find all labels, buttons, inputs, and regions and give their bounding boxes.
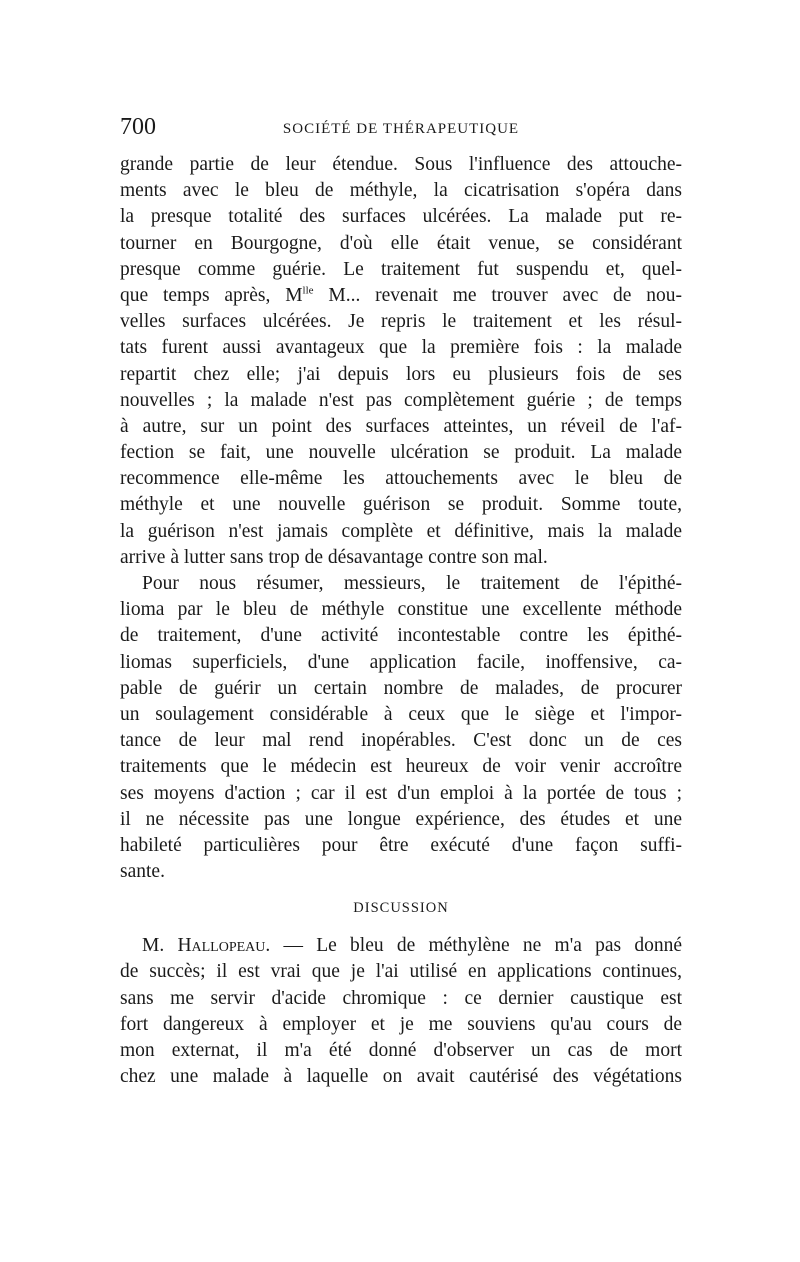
text-line: tance de leur mal rend inopérables. C'est donc un de ces xyxy=(120,730,682,752)
text-line: méthyle et une nouvelle guérison se produit. Somme toute, xyxy=(120,494,682,516)
text-line: sans me servir d'acide chromique : ce dernier caustique est xyxy=(120,987,682,1009)
text-line: nouvelles ; la malade n'est pas complètement guérie ; de temps xyxy=(120,389,682,411)
text-line: fort dangereux à employer et je me souviens qu'au cours de xyxy=(120,1013,682,1035)
text-fragment: M... revenait me trouver avec de nou- xyxy=(313,284,682,306)
text-line: pable de guérir un certain nombre de malades, de procurer xyxy=(120,677,682,699)
text-line: de traitement, d'une activité incontestable contre les épithé- xyxy=(120,625,682,647)
text-line: repartit chez elle; j'ai depuis lors eu plusieurs fois de ses xyxy=(120,363,682,385)
text-line: un soulagement considérable à ceux que le siège et l'impor- xyxy=(120,703,682,725)
text-line: ses moyens d'action ; car il est d'un emploi à la portée de tous ; xyxy=(120,782,682,804)
text-line: presque comme guérie. Le traitement fut suspendu et, quel- xyxy=(120,258,682,280)
text-line: fection se fait, une nouvelle ulcération se produit. La malade xyxy=(120,442,682,464)
text-line: ments avec le bleu de méthyle, la cicatrisation s'opéra dans xyxy=(120,180,682,202)
text-line: traitements que le médecin est heureux de voir venir accroître xyxy=(120,756,682,778)
text-line: à autre, sur un point des surfaces atteintes, un réveil de l'af- xyxy=(120,415,682,437)
text-line xyxy=(120,283,682,309)
text-line: de succès; il est vrai que je l'ai utilisé en applications continues, xyxy=(120,961,682,983)
text-line: grande partie de leur étendue. Sous l'influence des attouche- xyxy=(120,154,682,175)
text-line: habileté particulières pour être exécuté d'une façon suffi- xyxy=(120,834,682,856)
text-line: la guérison n'est jamais complète et définitive, mais la malade xyxy=(120,520,682,542)
paragraph-continuation xyxy=(120,152,682,571)
text-line: tourner en Bourgogne, d'où elle était venue, se considérant xyxy=(120,232,682,254)
superscript: lle xyxy=(302,284,314,297)
text-line: velles surfaces ulcérées. Je repris le traitement et les résul- xyxy=(120,311,682,333)
text-line: tats furent aussi avantageux que la première fois : la malade xyxy=(120,337,682,359)
text-line: recommence elle-même les attouchements avec le bleu de xyxy=(120,468,682,490)
text-line: chez une malade à laquelle on avait cautérisé des végétations xyxy=(120,1066,682,1088)
running-title: SOCIÉTÉ DE THÉRAPEUTIQUE xyxy=(282,121,520,137)
text-line xyxy=(120,933,682,959)
body-text xyxy=(120,152,682,1090)
text-line: Pour nous résumer, messieurs, le traitement de l'épithé- xyxy=(142,573,682,594)
text-line: liomas superficiels, d'une application facile, inoffensive, ca- xyxy=(120,651,682,673)
text-line: sante. xyxy=(120,861,165,883)
page-number: 700 xyxy=(120,114,156,140)
text-line: mon externat, il m'a été donné d'observer un cas de mort xyxy=(120,1040,682,1061)
page-header xyxy=(120,112,682,146)
paragraph-summary xyxy=(120,571,682,885)
text-line: arrive à lutter sans trop de désavantage contre son mal. xyxy=(120,546,548,568)
text-line: il ne nécessite pas une longue expérience, des études et une xyxy=(120,808,682,830)
speaker-name: M. Hallopeau. xyxy=(142,935,271,957)
text-fragment: — Le bleu de méthylène ne m'a pas donné xyxy=(270,935,683,957)
text-line: la presque totalité des surfaces ulcérées. La malade put re- xyxy=(120,206,682,228)
text-line: lioma par le bleu de méthyle constitue une excellente méthode xyxy=(120,599,682,621)
paragraph-discussion xyxy=(120,933,682,1090)
section-heading: DISCUSSION xyxy=(353,900,449,917)
text-fragment: que temps après, M xyxy=(120,284,303,306)
